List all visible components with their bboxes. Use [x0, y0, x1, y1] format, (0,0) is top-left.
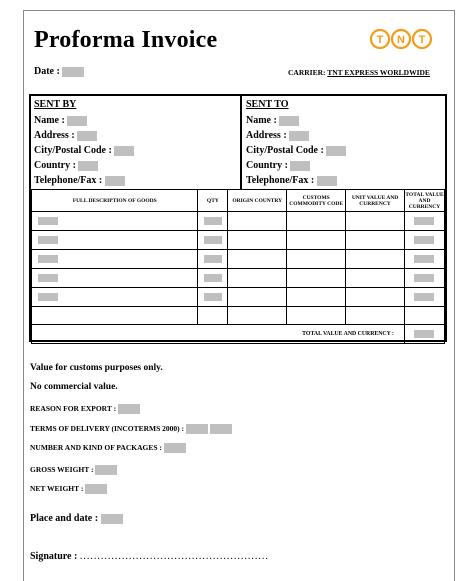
gross-weight-label: GROSS WEIGHT :: [30, 465, 94, 474]
description-input[interactable]: [38, 274, 58, 282]
page-title: Proforma Invoice: [34, 27, 218, 53]
qty-input[interactable]: [204, 236, 222, 244]
sent-to-country-input[interactable]: [290, 161, 310, 171]
place-date-input[interactable]: [101, 514, 123, 524]
description-input[interactable]: [38, 255, 58, 263]
table-row: [32, 250, 445, 269]
goods-header-row: [32, 190, 445, 212]
total-value-input[interactable]: [414, 274, 434, 282]
sent-by-country-label: Country :: [34, 160, 76, 171]
description-input[interactable]: [38, 236, 58, 244]
tnt-logo: [369, 28, 433, 50]
carrier-line: [288, 68, 430, 77]
sent-by-address-label: Address :: [34, 130, 75, 141]
sent-by-section: [34, 97, 134, 188]
qty-input[interactable]: [204, 293, 222, 301]
header-unit-value: UNIT VALUE AND CURRENCY: [346, 190, 405, 212]
net-weight-field: [30, 484, 107, 494]
total-value-input[interactable]: [414, 236, 434, 244]
table-row: [32, 231, 445, 250]
reason-label: REASON FOR EXPORT :: [30, 404, 117, 413]
sent-to-address-input[interactable]: [289, 131, 309, 141]
total-value-input[interactable]: [414, 255, 434, 263]
table-row: [32, 307, 445, 325]
logo-letter-t2: T: [418, 34, 426, 46]
terms-label: TERMS OF DELIVERY (INCOTERMS 2000) :: [30, 424, 184, 433]
logo-letter-t1: T: [376, 34, 384, 46]
qty-input[interactable]: [204, 255, 222, 263]
total-value-label: TOTAL VALUE AND CURRENCY :: [32, 325, 405, 344]
net-weight-label: NET WEIGHT :: [30, 484, 84, 493]
no-commercial-note: No commercial value.: [30, 382, 118, 392]
terms-input-2[interactable]: [210, 424, 232, 434]
sent-to-heading: SENT TO: [246, 99, 289, 110]
sent-to-city-label: City/Postal Code :: [246, 145, 324, 156]
reason-input[interactable]: [118, 404, 140, 414]
sent-to-phone-label: Telephone/Fax :: [246, 175, 315, 186]
header-description: FULL DESCRIPTION OF GOODS: [32, 190, 198, 212]
description-input[interactable]: [38, 293, 58, 301]
qty-input[interactable]: [204, 217, 222, 225]
qty-input[interactable]: [204, 274, 222, 282]
date-field: [34, 66, 84, 77]
header-qty: QTY: [198, 190, 228, 212]
signature-line[interactable]: ......................................................: [79, 551, 269, 562]
table-row: [32, 269, 445, 288]
sent-by-name-label: Name :: [34, 115, 65, 126]
terms-input-1[interactable]: [186, 424, 208, 434]
signature-field: [30, 551, 269, 562]
address-divider: [240, 94, 242, 189]
carrier-label: CARRIER:: [288, 68, 326, 77]
description-input[interactable]: [38, 217, 58, 225]
goods-table: [31, 189, 445, 344]
gross-weight-input[interactable]: [95, 465, 117, 475]
sent-by-city-label: City/Postal Code :: [34, 145, 112, 156]
signature-label: Signature :: [30, 551, 78, 562]
total-row: [32, 325, 445, 344]
date-label: Date :: [34, 66, 60, 77]
sent-to-section: [246, 97, 346, 188]
table-row: [32, 212, 445, 231]
sent-to-name-input[interactable]: [279, 116, 299, 126]
packages-field: [30, 443, 186, 453]
sent-by-name-input[interactable]: [67, 116, 87, 126]
sent-by-address-input[interactable]: [77, 131, 97, 141]
place-date-label: Place and date :: [30, 513, 99, 524]
date-input[interactable]: [62, 67, 84, 77]
sent-to-address-label: Address :: [246, 130, 287, 141]
sent-by-city-input[interactable]: [114, 146, 134, 156]
header-commodity-code: CUSTOMS COMMODITY CODE: [287, 190, 346, 212]
header-origin: ORIGIN COUNTRY: [228, 190, 287, 212]
reason-for-export-field: [30, 404, 140, 414]
sent-by-phone-label: Telephone/Fax :: [34, 175, 103, 186]
sent-by-heading: SENT BY: [34, 99, 77, 110]
table-row: [32, 288, 445, 307]
sent-to-name-label: Name :: [246, 115, 277, 126]
sent-to-city-input[interactable]: [326, 146, 346, 156]
sent-to-phone-input[interactable]: [317, 176, 337, 186]
place-and-date-field: [30, 513, 123, 524]
gross-weight-field: [30, 465, 117, 475]
sent-to-country-label: Country :: [246, 160, 288, 171]
total-value-input[interactable]: [414, 217, 434, 225]
packages-label: NUMBER AND KIND OF PACKAGES :: [30, 443, 162, 452]
sent-by-phone-input[interactable]: [105, 176, 125, 186]
logo-letter-n: N: [397, 34, 405, 46]
customs-value-note: Value for customs purposes only.: [30, 363, 163, 373]
total-value-input[interactable]: [414, 293, 434, 301]
sent-by-country-input[interactable]: [78, 161, 98, 171]
terms-of-delivery-field: [30, 424, 232, 434]
carrier-value: TNT EXPRESS WORLDWIDE: [327, 68, 430, 77]
grand-total-input[interactable]: [414, 330, 434, 338]
packages-input[interactable]: [164, 443, 186, 453]
net-weight-input[interactable]: [85, 484, 107, 494]
header-total-value: TOTAL VALUE AND CURRENCY: [405, 191, 444, 210]
